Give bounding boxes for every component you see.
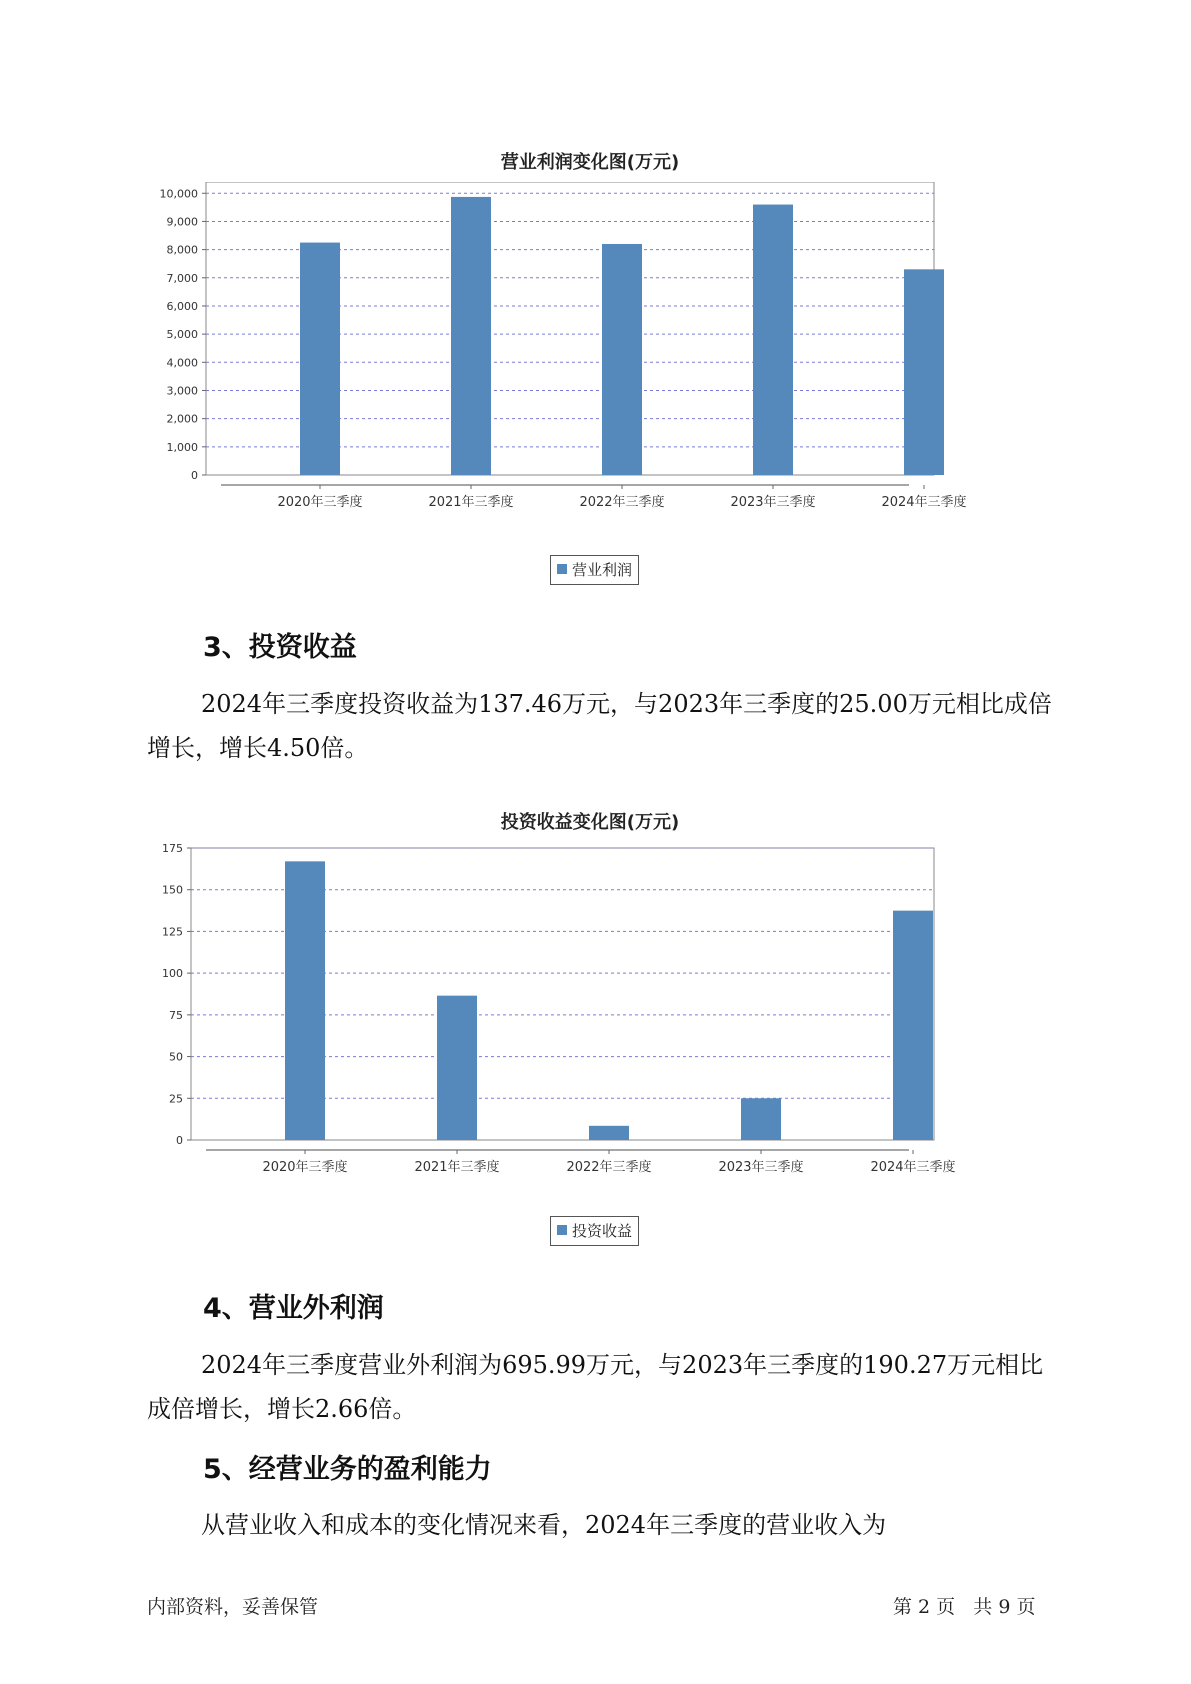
chart-legend (550, 555, 639, 585)
operating-profit-chart (150, 148, 1030, 588)
y-tick-label: 50 (169, 1050, 183, 1064)
x-tick-label: 2020年三季度 (262, 1160, 348, 1175)
bar (451, 197, 491, 475)
bar (753, 205, 793, 475)
y-tick-label: 10,000 (159, 187, 198, 201)
chart-plot (150, 182, 1030, 542)
x-tick-label: 2024年三季度 (881, 495, 967, 510)
y-tick-label: 25 (169, 1092, 183, 1106)
x-tick-label: 2023年三季度 (730, 495, 816, 510)
paragraph-profitability: 从营业收入和成本的变化情况来看，2024年三季度的营业收入为 (201, 1511, 887, 1539)
chart-title: 投资收益变化图(万元) (500, 812, 680, 833)
x-tick-label: 2020年三季度 (277, 495, 363, 510)
bar (300, 243, 340, 475)
footer-left-note: 内部资料，妥善保管 (147, 1596, 319, 1618)
bar (893, 911, 933, 1140)
y-tick-label: 8,000 (166, 243, 198, 257)
x-tick-label: 2022年三季度 (566, 1160, 652, 1175)
paragraph-non-operating-profit: 2024年三季度营业外利润为695.99万元，与2023年三季度的190.27万元相比成倍增长，增长2.66倍。 (147, 1351, 1044, 1423)
legend-label: 营业利润 (572, 561, 633, 579)
y-tick-label: 6,000 (166, 299, 198, 313)
bar (741, 1098, 781, 1140)
investment-income-chart (150, 808, 1030, 1248)
x-tick-label: 2022年三季度 (579, 495, 665, 510)
section-heading-profitability: 5、经营业务的盈利能力 (203, 1454, 492, 1485)
section-heading-investment-income: 3、投资收益 (203, 632, 357, 663)
y-tick-label: 175 (162, 842, 183, 855)
y-tick-label: 125 (162, 925, 183, 939)
section-heading-non-operating-profit: 4、营业外利润 (203, 1293, 384, 1324)
y-tick-label: 100 (162, 967, 183, 981)
y-tick-label: 7,000 (166, 271, 198, 285)
bar (437, 996, 477, 1140)
bar (602, 244, 642, 475)
paragraph-investment-income: 2024年三季度投资收益为137.46万元，与2023年三季度的25.00万元相比成倍增长，增长4.50倍。 (147, 690, 1052, 762)
y-tick-label: 75 (169, 1008, 183, 1022)
chart-title: 营业利润变化图(万元) (500, 152, 680, 173)
chart-legend (550, 1216, 639, 1246)
bar (589, 1126, 629, 1140)
y-tick-label: 9,000 (166, 215, 198, 229)
y-tick-label: 5,000 (166, 328, 198, 342)
y-tick-label: 2,000 (166, 412, 198, 426)
x-tick-label: 2021年三季度 (414, 1160, 500, 1175)
legend-label: 投资收益 (572, 1222, 633, 1240)
chart-plot (150, 842, 1030, 1202)
x-tick-label: 2024年三季度 (870, 1160, 956, 1175)
y-tick-label: 0 (176, 1134, 183, 1147)
y-tick-label: 3,000 (166, 384, 198, 398)
y-tick-label: 4,000 (166, 356, 198, 370)
legend-swatch (557, 1225, 567, 1235)
y-tick-label: 150 (162, 883, 183, 897)
y-tick-label: 0 (191, 469, 198, 482)
x-tick-label: 2023年三季度 (718, 1160, 804, 1175)
x-tick-label: 2021年三季度 (428, 495, 514, 510)
bar (904, 269, 944, 475)
bar (285, 861, 325, 1140)
footer-page-number: 第 2 页 共 9 页 (893, 1596, 1036, 1618)
legend-swatch (557, 564, 567, 574)
y-tick-label: 1,000 (166, 440, 198, 454)
